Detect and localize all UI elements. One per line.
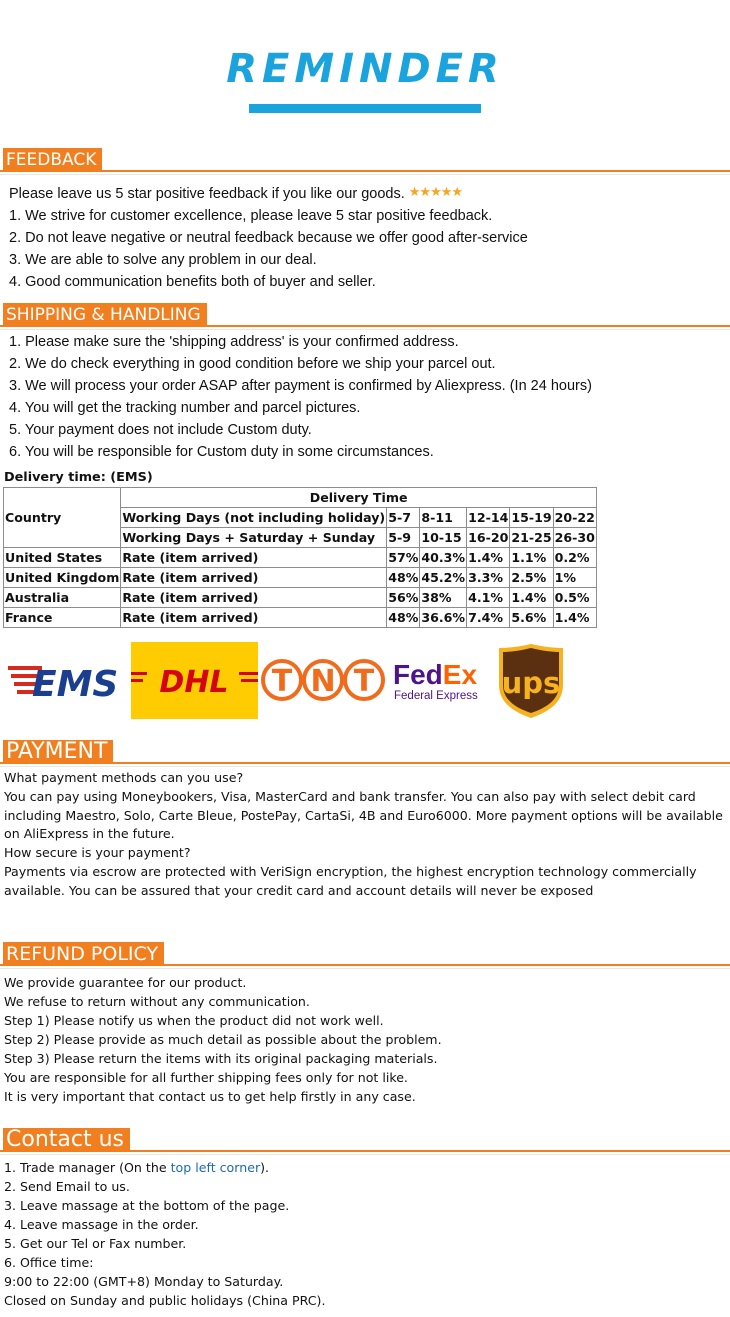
country-header: Country	[4, 488, 121, 548]
tnt-letter: T	[271, 664, 293, 699]
shipping-item: 4. You will get the tracking number and parcel pictures.	[9, 400, 361, 416]
shipping-header	[0, 303, 730, 331]
table-cell: 15-19	[510, 508, 553, 528]
fedex-logo-text: FedEx	[393, 659, 478, 690]
fedex-logo	[393, 656, 493, 706]
table-cell: 48%	[387, 568, 420, 588]
refund-line: It is very important that contact us to get help firstly in any case.	[4, 1089, 416, 1104]
table-cell: 1%	[553, 568, 596, 588]
delivery-table	[3, 487, 597, 628]
row-label: Working Days + Saturday + Sunday	[121, 528, 387, 548]
table-cell: 21-25	[510, 528, 553, 548]
feedback-title: FEEDBACK	[3, 148, 102, 172]
country-cell: Australia	[4, 588, 121, 608]
table-cell: 48%	[387, 608, 420, 628]
feedback-intro: Please leave us 5 star positive feedback if you like our goods. ★★★★★	[9, 184, 463, 202]
table-cell: 1.1%	[510, 548, 553, 568]
ems-logo-text: EMS	[32, 664, 119, 702]
table-cell: 20-22	[553, 508, 596, 528]
feedback-header	[0, 148, 730, 176]
contact-line: Closed on Sunday and public holidays (China PRC).	[4, 1293, 326, 1308]
refund-line: We provide guarantee for our product.	[4, 975, 247, 990]
payment-line: What payment methods can you use?	[4, 770, 244, 785]
table-row	[4, 608, 597, 628]
payment-title: PAYMENT	[3, 740, 113, 764]
table-cell: 26-30	[553, 528, 596, 548]
contact-line: 2. Send Email to us.	[4, 1179, 130, 1194]
table-row	[4, 488, 597, 508]
feedback-item: 1. We strive for customer excellence, please leave 5 star positive feedback.	[9, 208, 493, 224]
five-star-rating-icon: ★★★★★	[408, 184, 463, 199]
row-label: Rate (item arrived)	[121, 548, 387, 568]
table-cell: 5-7	[387, 508, 420, 528]
country-cell: United States	[4, 548, 121, 568]
shipping-item: 3. We will process your order ASAP after payment is confirmed by Aliexpress. (In 24 hours)	[9, 378, 592, 394]
carrier-logos	[0, 642, 730, 722]
payment-header	[0, 740, 730, 768]
reminder-underline	[249, 104, 481, 113]
table-cell: 5.6%	[510, 608, 553, 628]
shipping-title: SHIPPING & HANDLING	[3, 303, 207, 327]
table-cell: 5-9	[387, 528, 420, 548]
feedback-item: 2. Do not leave negative or neutral feedback because we offer good after-service	[9, 230, 528, 246]
feedback-section	[0, 181, 730, 293]
contact-line: 4. Leave massage in the order.	[4, 1217, 199, 1232]
country-cell: France	[4, 608, 121, 628]
table-cell: 16-20	[467, 528, 510, 548]
top-left-corner-link[interactable]: top left corner	[170, 1160, 261, 1175]
table-cell: 1.4%	[510, 588, 553, 608]
fedex-subtitle: Federal Express	[394, 690, 478, 702]
payment-line: How secure is your payment?	[4, 845, 191, 861]
table-cell: 57%	[387, 548, 420, 568]
delivery-title: Delivery time: (EMS)	[4, 470, 153, 485]
contact-line: 6. Office time:	[4, 1255, 94, 1270]
table-row	[4, 588, 597, 608]
dhl-logo-text: DHL	[159, 665, 229, 700]
table-cell: 8-11	[420, 508, 467, 528]
ups-logo	[498, 643, 564, 719]
table-cell: 0.2%	[553, 548, 596, 568]
tnt-letter: N	[310, 664, 336, 699]
contact-title: Contact us	[3, 1128, 130, 1152]
payment-line: You can pay using Moneybookers, Visa, MasterCard and bank transfer. You can also pay with select debit card including Maestro, Solo, Carte Bleue, PostePay, CartaSi, 4B and Euro6000. More payment options will be available on AliExpress in the future.	[4, 788, 723, 842]
refund-title: REFUND POLICY	[3, 942, 164, 966]
table-cell: 38%	[420, 588, 467, 608]
refund-line: Step 2) Please provide as much detail as possible about the problem.	[4, 1032, 442, 1047]
row-label: Rate (item arrived)	[121, 608, 387, 628]
row-label: Rate (item arrived)	[121, 568, 387, 588]
refund-line: We refuse to return without any communication.	[4, 994, 310, 1009]
table-cell: 45.2%	[420, 568, 467, 588]
table-cell: 7.4%	[467, 608, 510, 628]
table-cell: 10-15	[420, 528, 467, 548]
refund-line: Step 3) Please return the items with its original packaging materials.	[4, 1051, 438, 1066]
reminder-title: REMINDER	[226, 46, 504, 92]
table-cell: 2.5%	[510, 568, 553, 588]
contact-line: 9:00 to 22:00 (GMT+8) Monday to Saturday.	[4, 1274, 284, 1289]
contact-line: 3. Leave massage at the bottom of the page.	[4, 1198, 290, 1213]
refund-section	[0, 973, 730, 1106]
tnt-logo	[261, 650, 385, 710]
delivery-time-header: Delivery Time	[121, 488, 597, 508]
table-row	[4, 568, 597, 588]
contact-section	[0, 1158, 730, 1310]
ups-logo-text: ups	[501, 666, 561, 700]
dhl-logo	[131, 642, 258, 719]
row-label: Rate (item arrived)	[121, 588, 387, 608]
table-cell: 0.5%	[553, 588, 596, 608]
country-cell: United Kingdom	[4, 568, 121, 588]
contact-header	[0, 1128, 730, 1156]
shipping-section	[0, 331, 730, 463]
shipping-item: 5. Your payment does not include Custom duty.	[9, 422, 312, 438]
shipping-item: 2. We do check everything in good condition before we ship your parcel out.	[9, 356, 496, 372]
payment-section	[0, 769, 730, 901]
refund-header	[0, 942, 730, 970]
contact-line: 1. Trade manager (On the top left corner).	[4, 1160, 270, 1175]
table-cell: 36.6%	[420, 608, 467, 628]
shipping-item: 6. You will be responsible for Custom duty in some circumstances.	[9, 444, 434, 460]
feedback-item: 3. We are able to solve any problem in our deal.	[9, 252, 317, 268]
refund-line: Step 1) Please notify us when the product did not work well.	[4, 1013, 384, 1028]
contact-line: 5. Get our Tel or Fax number.	[4, 1236, 187, 1251]
row-label: Working Days (not including holiday)	[121, 508, 387, 528]
table-cell: 1.4%	[467, 548, 510, 568]
refund-line: You are responsible for all further shipping fees only for not like.	[4, 1070, 408, 1085]
table-cell: 4.1%	[467, 588, 510, 608]
table-cell: 12-14	[467, 508, 510, 528]
table-cell: 56%	[387, 588, 420, 608]
table-cell: 3.3%	[467, 568, 510, 588]
table-cell: 40.3%	[420, 548, 467, 568]
table-cell: 1.4%	[553, 608, 596, 628]
feedback-item: 4. Good communication benefits both of buyer and seller.	[9, 274, 376, 290]
table-row	[4, 548, 597, 568]
shipping-item: 1. Please make sure the 'shipping address' is your confirmed address.	[9, 334, 459, 350]
ems-logo	[8, 660, 123, 702]
payment-line: Payments via escrow are protected with VeriSign encryption, the highest encryption technology commercially available. You can be assured that your credit card and account details will never be exposed	[4, 863, 697, 898]
tnt-letter: T	[353, 664, 375, 699]
